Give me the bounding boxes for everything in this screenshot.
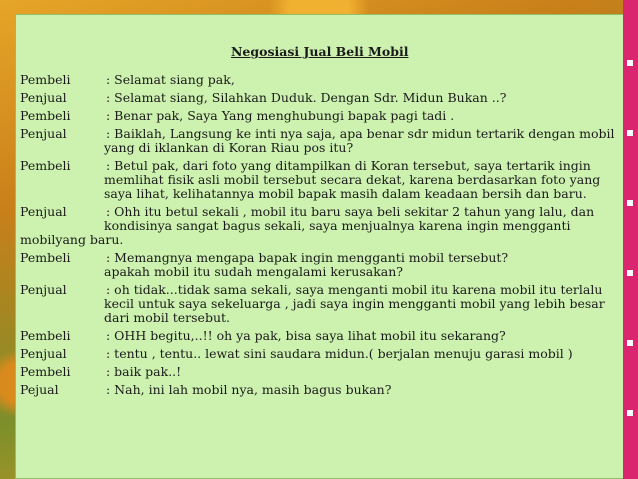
- utterance-continuation: kondisinya sangat bagus sekali, saya menjualnya karena ingin mengganti: [104, 218, 571, 233]
- speaker-label: Pembeli: [20, 364, 71, 379]
- utterance-line: : Ohh itu betul sekali , mobil itu baru saya beli sekitar 2 tahun yang lalu, dan: [106, 204, 595, 219]
- dialog-row: [20, 329, 620, 343]
- utterance-line: : Nah, ini lah mobil nya, masih bagus bukan?: [106, 382, 392, 397]
- accent-bar: [623, 0, 638, 479]
- bar-marker: [627, 200, 633, 206]
- utterance-line: : Betul pak, dari foto yang ditampilkan di Koran tersebut, saya tertarik ingin: [106, 158, 591, 173]
- dialog-row: [20, 73, 620, 87]
- utterance-continuation: yang di iklankan di Koran Riau pos itu?: [104, 140, 354, 155]
- dialog-row: [20, 205, 620, 247]
- utterance-line: : tentu , tentu.. lewat sini saudara midun.( berjalan menuju garasi mobil ): [106, 346, 573, 361]
- speaker-label: Pembeli: [20, 72, 71, 87]
- bar-marker: [627, 340, 633, 346]
- dialog-row: [20, 347, 620, 361]
- dialog-list: [20, 73, 620, 401]
- speaker-label: Penjual: [20, 346, 67, 361]
- utterance-line: : Selamat siang pak,: [106, 72, 235, 87]
- dialog-row: [20, 251, 620, 279]
- dialog-row: [20, 91, 620, 105]
- utterance-line: : oh tidak...tidak sama sekali, saya menganti mobil itu karena mobil itu terlalu: [106, 282, 603, 297]
- dialog-row: [20, 365, 620, 379]
- utterance-continuation: memlihat fisik asli mobil tersebut secara dekat, karena berdasarkan foto yang: [104, 172, 601, 187]
- speaker-label: Penjual: [20, 90, 67, 105]
- utterance-tail: mobilyang baru.: [20, 232, 124, 247]
- speaker-label: Pembeli: [20, 328, 71, 343]
- utterance-line: : Selamat siang, Silahkan Duduk. Dengan Sdr. Midun Bukan ..?: [106, 90, 507, 105]
- utterance-line: : baik pak..!: [106, 364, 182, 379]
- speaker-label: Penjual: [20, 204, 67, 219]
- dialog-row: [20, 383, 620, 397]
- utterance-line: : Baiklah, Langsung ke inti nya saja, apa benar sdr midun tertarik dengan mobil: [106, 126, 615, 141]
- dialog-row: [20, 127, 620, 155]
- speaker-label: Pembeli: [20, 108, 71, 123]
- utterance-continuation: kecil untuk saya sekeluarga , jadi saya ingin mengganti mobil yang lebih besar: [104, 296, 605, 311]
- speaker-label: Pejual: [20, 382, 59, 397]
- utterance-line: : Benar pak, Saya Yang menghubungi bapak pagi tadi .: [106, 108, 455, 123]
- speaker-label: Penjual: [20, 282, 67, 297]
- speaker-label: Pembeli: [20, 250, 71, 265]
- speaker-label: Penjual: [20, 126, 67, 141]
- utterance-continuation: saya lihat, kelihatannya mobil bapak masih dalam keadaan bersih dan baru.: [104, 186, 587, 201]
- utterance-continuation: apakah mobil itu sudah mengalami kerusakan?: [104, 264, 403, 279]
- bar-marker: [627, 130, 633, 136]
- dialog-row: [20, 109, 620, 123]
- utterance-line: : OHH begitu,..!! oh ya pak, bisa saya lihat mobil itu sekarang?: [106, 328, 506, 343]
- speaker-label: Pembeli: [20, 158, 71, 173]
- utterance-line: : Memangnya mengapa bapak ingin mengganti mobil tersebut?: [106, 250, 509, 265]
- dialog-row: [20, 283, 620, 325]
- utterance-continuation: dari mobil tersebut.: [104, 310, 231, 325]
- bar-marker: [627, 410, 633, 416]
- bar-marker: [627, 270, 633, 276]
- page-title: Negosiasi Jual Beli Mobil: [231, 44, 409, 59]
- dialog-row: [20, 159, 620, 201]
- bar-marker: [627, 60, 633, 66]
